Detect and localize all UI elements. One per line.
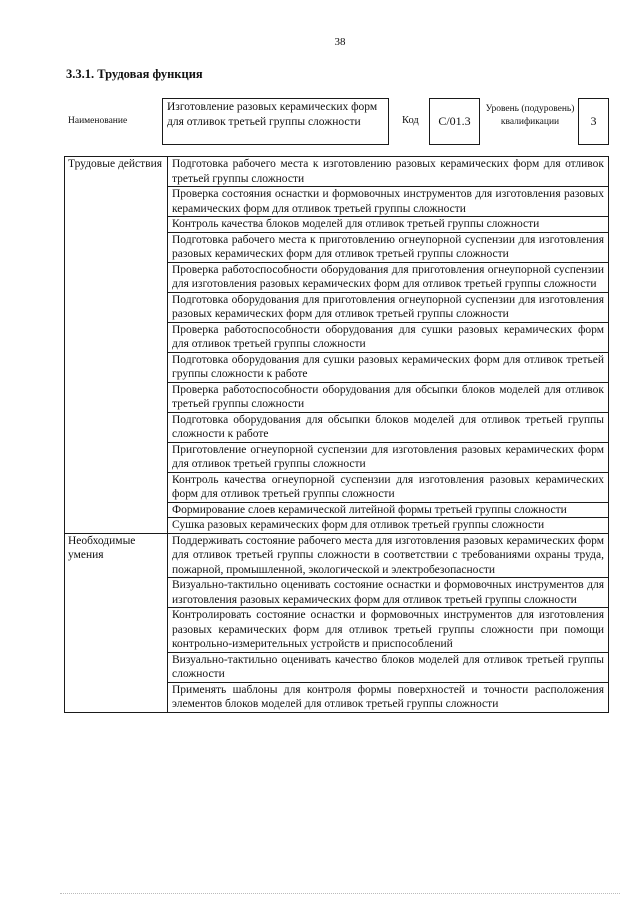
labor-action-item: Сушка разовых керамических форм для отливок третьей группы сложности xyxy=(168,518,609,534)
labor-action-item: Подготовка рабочего места к приготовлению огнеупорной суспензии для изготовления разовых керамических форм для отливок третьей группы сложности xyxy=(168,232,609,262)
table-body xyxy=(65,157,609,713)
required-skill-row xyxy=(65,533,609,578)
labor-action-item: Проверка работоспособности оборудования для обсыпки блоков моделей для отливок третьей группы сложности xyxy=(168,382,609,412)
labor-action-item: Формирование слоев керамической литейной формы третьей группы сложности xyxy=(168,502,609,518)
required-skill-item: Применять шаблоны для контроля формы поверхностей и точности расположения элементов блоков моделей для отливок третьей группы сложности xyxy=(168,682,609,712)
required-skill-item: Поддерживать состояние рабочего места для изготовления разовых керамических форм для отливок третьей группы сложности в соответствии с требованиями охраны труда, пожарной, промышленной, экологической и электробезопасности xyxy=(168,533,609,578)
required-skill-category-label xyxy=(65,533,168,712)
scan-edge-mark xyxy=(60,893,620,896)
page-number: 38 xyxy=(334,36,346,48)
labor-action-category-label xyxy=(65,157,168,534)
qualification-level-box: 3 xyxy=(578,98,609,145)
name-label: Наименование xyxy=(68,116,128,126)
labor-action-item: Подготовка оборудования для приготовления огнеупорной суспензии для изготовления разовых керамических форм для отливок третьей группы сложности xyxy=(168,292,609,322)
required-skill-item: Визуально-тактильно оценивать состояние оснастки и формовочных инструментов для изготовления разовых керамических форм для отливок третьей группы сложности xyxy=(168,578,609,608)
required-skill-item: Визуально-тактильно оценивать качество блоков моделей для отливок третьей группы сложности xyxy=(168,652,609,682)
labor-action-item: Приготовление огнеупорной суспензии для изготовления разовых керамических форм для отливок третьей группы сложности xyxy=(168,442,609,472)
labor-action-item: Контроль качества блоков моделей для отливок третьей группы сложности xyxy=(168,217,609,233)
labor-function-table xyxy=(64,156,609,713)
labor-action-item: Подготовка оборудования для сушки разовых керамических форм для отливок третьей группы сложности к работе xyxy=(168,352,609,382)
labor-action-row xyxy=(65,157,609,187)
labor-action-item: Контроль качества огнеупорной суспензии для изготовления разовых керамических форм для отливок третьей группы сложности xyxy=(168,472,609,502)
labor-action-item: Подготовка рабочего места к изготовлению разовых керамических форм для отливок третьей группы сложности xyxy=(168,157,609,187)
function-name-box: Изготовление разовых керамических форм для отливок третьей группы сложности xyxy=(162,98,389,145)
labor-action-item: Подготовка оборудования для обсыпки блоков моделей для отливок третьей группы сложности к работе xyxy=(168,412,609,442)
qualification-level-label: Уровень (подуровень) квалификации xyxy=(485,104,575,127)
function-code-box: C/01.3 xyxy=(429,98,480,145)
section-heading: 3.3.1. Трудовая функция xyxy=(66,67,203,81)
labor-action-category-text: Трудовые действия xyxy=(68,158,163,170)
labor-action-item: Проверка состояния оснастки и формовочных инструментов для изготовления разовых керамических форм для отливок третьей группы сложности xyxy=(168,187,609,217)
labor-action-item: Проверка работоспособности оборудования для приготовления огнеупорной суспензии для изготовления разовых керамических форм для отливок третьей группы сложности xyxy=(168,262,609,292)
code-label: Код xyxy=(402,115,419,126)
required-skill-category-text: Необходимые умения xyxy=(68,534,136,561)
labor-action-item: Проверка работоспособности оборудования для сушки разовых керамических форм для отливок третьей группы сложности xyxy=(168,322,609,352)
required-skill-item: Контролировать состояние оснастки и формовочных инструментов для изготовления разовых керамических форм для отливок третьей группы сложности при помощи контрольно-измерительных устройств и приспособлений xyxy=(168,608,609,653)
